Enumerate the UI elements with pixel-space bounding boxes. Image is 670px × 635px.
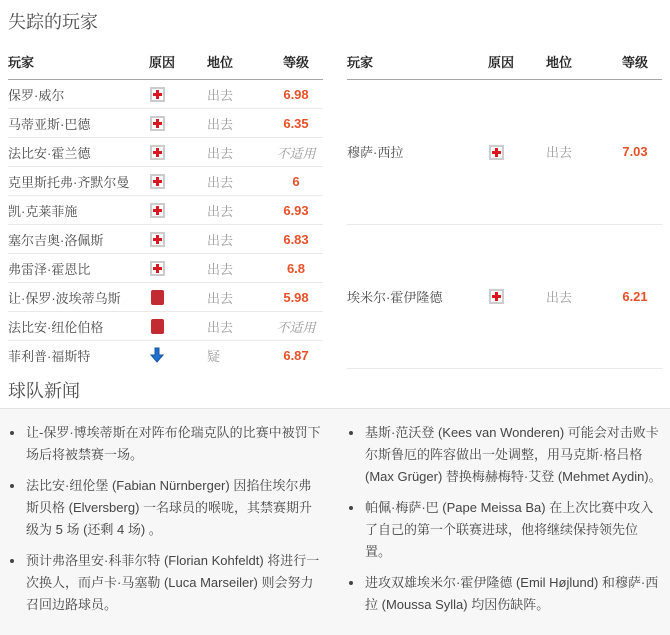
status-text: 出去 <box>207 109 269 138</box>
player-name: 马蒂亚斯·巴德 <box>8 109 149 138</box>
news-item: • 让-保罗·博埃蒂斯在对阵布伦瑞克队的比赛中被罚下场后将被禁赛一场。 <box>25 422 323 466</box>
rating-column-header: 等级 <box>269 39 323 80</box>
cross-bar <box>153 122 162 125</box>
missing-players-table-left <box>8 39 323 369</box>
cross-bar <box>492 151 501 154</box>
player-row <box>347 224 662 369</box>
player-name: 弗雷泽·霍恩比 <box>8 254 149 283</box>
status-text: 出去 <box>207 225 269 254</box>
team-news-title: 球队新闻 <box>8 381 80 401</box>
reason-cell <box>149 196 207 225</box>
status-text: 出去 <box>207 167 269 196</box>
rating-value: 6.21 <box>608 224 662 369</box>
injury-cross-icon <box>150 261 165 276</box>
player-name: 塞尔吉奥·洛佩斯 <box>8 225 149 254</box>
red-card-icon <box>151 290 164 305</box>
team-news-column-right <box>347 413 662 625</box>
player-name: 让·保罗·波埃蒂乌斯 <box>8 283 149 312</box>
injury-cross-icon <box>489 145 504 160</box>
reason-cell <box>149 109 207 138</box>
missing-players-tables <box>8 39 662 369</box>
rating-value: 6.93 <box>269 196 323 225</box>
missing-players-title: 失踪的玩家 <box>8 12 98 32</box>
player-row <box>8 138 323 167</box>
player-row <box>8 254 323 283</box>
player-column-header: 玩家 <box>8 39 149 80</box>
reason-cell <box>149 138 207 167</box>
news-item: • 进攻双雄埃米尔·霍伊隆德 (Emil Højlund) 和穆萨·西拉 (Moussa Sylla) 均因伤缺阵。 <box>364 572 662 616</box>
news-item: • 预计弗洛里安·科菲尔特 (Florian Kohfeldt) 将进行一次换人，而卢卡·马塞勒 (Luca Marseiler) 则会努力召回边路球员。 <box>25 550 323 616</box>
reason-cell <box>149 341 207 370</box>
table-header-row <box>347 39 662 80</box>
news-item: • 帕佩·梅萨·巴 (Pape Meissa Ba) 在上次比赛中攻入了自己的第一个联赛进球，他将继续保持领先位置。 <box>364 497 662 563</box>
rating-value: 6.83 <box>269 225 323 254</box>
rating-column-header: 等级 <box>608 39 662 80</box>
cross-bar <box>153 209 162 212</box>
player-row <box>8 341 323 370</box>
player-name: 保罗·威尔 <box>8 80 149 109</box>
status-text: 出去 <box>207 138 269 167</box>
reason-cell <box>149 283 207 312</box>
news-item: • 法比安·纽伦堡 (Fabian Nürnberger) 因掐住埃尔弗斯贝格 (Elversberg) 一名球员的喉咙，其禁赛期升级为 5 场 (还剩 4 场) 。 <box>25 475 323 541</box>
status-text: 疑 <box>207 348 221 364</box>
player-row <box>8 80 323 109</box>
rating-value: 6.98 <box>269 80 323 109</box>
rating-value: 7.03 <box>608 80 662 225</box>
player-name: 克里斯托弗·齐默尔曼 <box>8 167 149 196</box>
cross-bar <box>153 238 162 241</box>
rating-value: 不适用 <box>269 138 323 167</box>
status-text: 出去 <box>546 80 608 225</box>
rating-value: 不适用 <box>269 312 323 341</box>
injury-cross-icon <box>150 87 165 102</box>
cross-bar <box>492 295 501 298</box>
cross-bar <box>153 93 162 96</box>
reason-cell <box>149 225 207 254</box>
player-name: 穆萨·西拉 <box>347 80 488 225</box>
status-text: 出去 <box>207 254 269 283</box>
table-header-row <box>8 39 323 80</box>
reason-cell <box>149 254 207 283</box>
reason-cell <box>149 312 207 341</box>
team-news-column-left <box>8 413 323 625</box>
status-text: 出去 <box>207 196 269 225</box>
cross-bar <box>153 151 162 154</box>
rating-value: 6 <box>269 167 323 196</box>
injury-cross-icon <box>150 174 165 189</box>
player-row <box>347 80 662 225</box>
status-text: 出去 <box>207 283 269 312</box>
player-row <box>8 312 323 341</box>
player-row <box>8 109 323 138</box>
player-name: 法比安·纽伦伯格 <box>8 312 149 341</box>
injury-cross-icon <box>489 289 504 304</box>
status-text: 出去 <box>207 80 269 109</box>
player-row <box>8 167 323 196</box>
cross-bar <box>153 180 162 183</box>
news-item: • 基斯·范沃登 (Kees van Wonderen) 可能会对击败卡尔斯鲁厄的阵容做出一处调整，用马克斯·格吕格 (Max Grüger) 替换梅赫梅特·艾登 (Mehmet Aydin)。 <box>364 422 662 488</box>
reason-cell <box>488 80 546 225</box>
status-text: 出去 <box>546 224 608 369</box>
player-column-header: 玩家 <box>347 39 488 80</box>
player-row <box>8 225 323 254</box>
reason-cell <box>149 167 207 196</box>
injury-cross-icon <box>150 116 165 131</box>
injury-cross-icon <box>150 203 165 218</box>
player-row <box>8 283 323 312</box>
reason-cell <box>488 224 546 369</box>
player-row <box>8 196 323 225</box>
team-news-panel <box>0 408 670 635</box>
cross-bar <box>153 267 162 270</box>
status-column-header: 地位 <box>207 39 269 80</box>
reason-cell <box>149 80 207 109</box>
status-column-header: 地位 <box>546 39 608 80</box>
player-name: 凯·克莱菲施 <box>8 196 149 225</box>
rating-value: 6.8 <box>269 254 323 283</box>
player-name: 埃米尔·霍伊隆德 <box>347 224 488 369</box>
red-card-icon <box>151 319 164 334</box>
injury-cross-icon <box>150 232 165 247</box>
reason-column-header: 原因 <box>149 39 207 80</box>
missing-players-table-right <box>347 39 662 369</box>
player-name: 法比安·霍兰德 <box>8 138 149 167</box>
rating-value: 6.87 <box>283 347 309 363</box>
status-text: 出去 <box>207 312 269 341</box>
down-arrow-icon <box>150 347 164 363</box>
player-name: 菲利普·福斯特 <box>8 348 91 364</box>
injury-cross-icon <box>150 145 165 160</box>
reason-column-header: 原因 <box>488 39 546 80</box>
rating-value: 5.98 <box>269 283 323 312</box>
rating-value: 6.35 <box>269 109 323 138</box>
